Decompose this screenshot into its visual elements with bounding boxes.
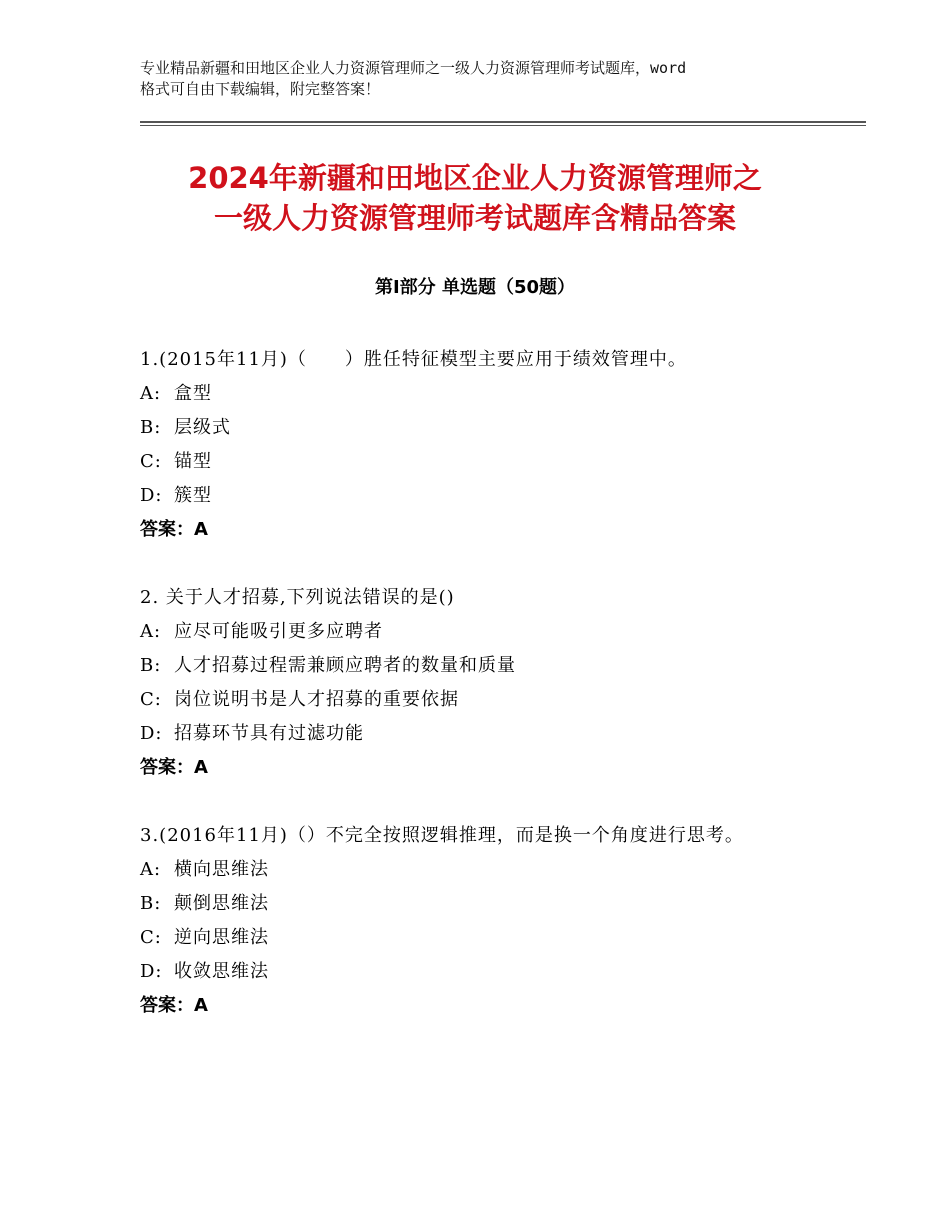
option-text: 颠倒思维法 (174, 893, 269, 914)
option-text: 岗位说明书是人才招募的重要依据 (174, 689, 459, 710)
option-key: D: (140, 485, 163, 506)
option-key: B: (140, 417, 162, 438)
option-d (140, 717, 820, 751)
option-text: 横向思维法 (174, 859, 269, 880)
option-key: C: (140, 451, 162, 472)
option-key: A: (140, 383, 162, 404)
option-text: 收敛思维法 (174, 961, 269, 982)
answer: 答案：A (140, 995, 208, 1016)
option-text: 人才招募过程需兼顾应聘者的数量和质量 (174, 655, 516, 676)
option-text: 招募环节具有过滤功能 (174, 723, 364, 744)
question-2 (140, 581, 820, 785)
option-text: 逆向思维法 (174, 927, 269, 948)
option-c (140, 445, 820, 479)
option-a (140, 377, 820, 411)
option-b (140, 649, 820, 683)
section-heading: 第Ⅰ部分 单选题（50题） (374, 277, 575, 298)
option-c (140, 683, 820, 717)
question-stem: 2. 关于人才招募,下列说法错误的是() (140, 587, 455, 608)
option-key: C: (140, 689, 162, 710)
option-d (140, 479, 820, 513)
option-key: A: (140, 859, 162, 880)
option-key: B: (140, 893, 162, 914)
option-key: D: (140, 961, 163, 982)
question-1 (140, 343, 820, 547)
option-text: 锚型 (174, 451, 212, 472)
header-divider (140, 121, 866, 123)
option-b (140, 411, 820, 445)
answer: 答案：A (140, 757, 208, 778)
header-note-line-1: 专业精品新疆和田地区企业人力资源管理师之一级人力资源管理师考试题库，word (140, 59, 687, 77)
option-key: A: (140, 621, 162, 642)
option-a (140, 853, 820, 887)
question-stem: 3.(2016年11月)（）不完全按照逻辑推理，而是换一个角度进行思考。 (140, 825, 744, 846)
question-3 (140, 819, 820, 1023)
option-c (140, 921, 820, 955)
question-list (140, 343, 820, 1057)
header-divider-thin (140, 125, 866, 126)
option-d (140, 955, 820, 989)
option-key: D: (140, 723, 163, 744)
option-text: 簇型 (174, 485, 212, 506)
answer: 答案：A (140, 519, 208, 540)
option-key: C: (140, 927, 162, 948)
option-key: B: (140, 655, 162, 676)
option-text: 层级式 (174, 417, 231, 438)
option-a (140, 615, 820, 649)
document-title-line-2: 一级人力资源管理师考试题库含精品答案 (213, 201, 736, 235)
header-note (140, 58, 830, 100)
question-stem: 1.(2015年11月)（ ）胜任特征模型主要应用于绩效管理中。 (140, 349, 687, 370)
option-text: 盒型 (174, 383, 212, 404)
document-title (0, 158, 950, 238)
header-note-line-2: 格式可自由下载编辑，附完整答案！ (140, 80, 381, 98)
option-b (140, 887, 820, 921)
option-text: 应尽可能吸引更多应聘者 (174, 621, 383, 642)
document-title-line-1: 2024年新疆和田地区企业人力资源管理师之 (188, 161, 762, 195)
